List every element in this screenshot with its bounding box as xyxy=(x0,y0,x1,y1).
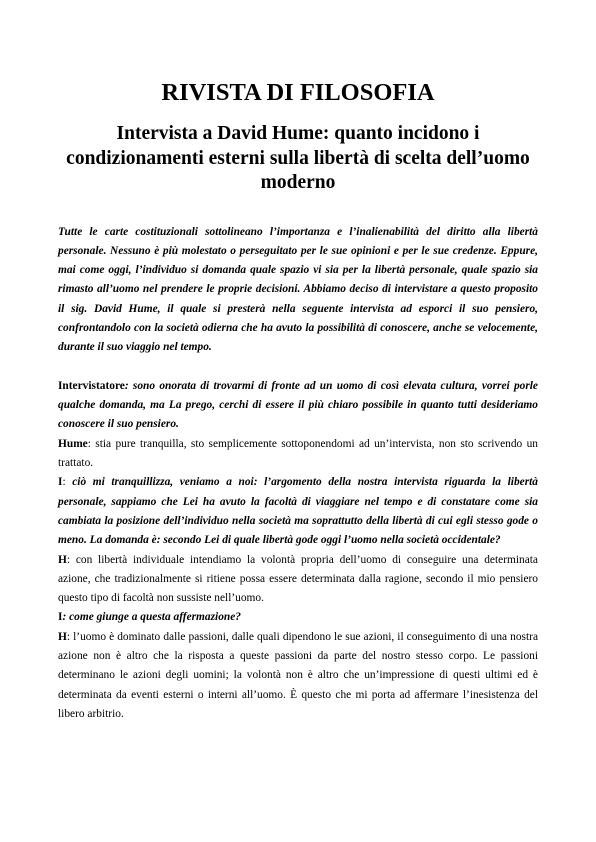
speaker-separator: : xyxy=(66,630,71,643)
intro-paragraph: Tutte le carte costituzionali sottolineano l’importanza e l’inalienabilità del diritto alla libertà personale. Nessuno è più molestato o perseguitato per le sue opinioni e per le sue credenze. Eppure, mai come oggi, l’individuo si domanda quale spazio vi sia per la libertà personale, quale spazio sia rimasto all’uomo nel prendere le proprie decisioni. Abbiamo deciso di intervistare a questo proposito il sig. David Hume, il quale si presterà nella seguente intervista ad esporci il suo pensiero, confrontandolo con la società odierna che ha avuto la possibilità di conoscere, anche se velocemente, durante il suo viaggio nel tempo. xyxy=(58,225,538,354)
dialogue-turn-hume xyxy=(58,628,538,724)
speaker-label: I xyxy=(58,476,63,489)
article-title: Intervista a David Hume: quanto incidono i condizionamenti esterni sulla libertà di scelta dell’uomo moderno xyxy=(66,123,530,193)
dialogue-turn-interviewer xyxy=(58,473,538,550)
speaker-label: H xyxy=(58,553,67,566)
speaker-label: Hume xyxy=(58,437,88,450)
speaker-label: Intervistatore xyxy=(58,379,125,392)
answer-text: l’uomo è dominato dalle passioni, dalle quali dipendono le sue azioni, il conseguimento di una nostra azione non è altro che la risposta a queste passioni da parte del nostro stesso corpo. Le passioni determinano le azioni degli uomini; la volontà non è altro che un’impressione di questi ultimi ed è determinata da eventi esterni o interni all’uomo. È questo che mi porta ad affermare l’inesistenza del libero arbitrio. xyxy=(58,630,538,720)
speaker-separator: : xyxy=(124,379,129,392)
speaker-label: I xyxy=(58,611,63,624)
speaker-separator: : xyxy=(87,437,91,450)
speaker-separator: : xyxy=(66,553,71,566)
speaker-separator: : xyxy=(62,611,67,624)
dialogue-turn-interviewer xyxy=(58,608,538,627)
answer-text: stia pure tranquilla, sto semplicemente sottoponendomi ad un’intervista, non sto scrivendo un trattato. xyxy=(58,437,538,470)
dialogue-turn-interviewer xyxy=(58,377,538,435)
answer-text: con libertà individuale intendiamo la volontà propria dell’uomo di conseguire una determinata azione, che tradizionalmente si ritiene possa essere determinata dalla ragione, secondo il mio pensiero questo tipo di facoltà non sussiste nell’uomo. xyxy=(58,553,538,605)
speaker-label: H xyxy=(58,630,67,643)
dialogue-turn-hume xyxy=(58,435,538,474)
interview-dialogue xyxy=(58,377,538,724)
journal-title: RIVISTA DI FILOSOFIA xyxy=(161,79,435,106)
question-text: ciò mi tranquillizza, veniamo a noi: l’argomento della nostra intervista riguarda la libertà personale, sappiamo che Lei ha avuto la facoltà di viaggiare nel tempo e di constatare come sia cambiata la posizione dell’individuo nella società ma soprattutto della libertà di cui egli stesso gode o meno. La domanda è: secondo Lei di quale libertà gode oggi l’uomo nella società occidentale? xyxy=(58,476,538,547)
dialogue-turn-hume xyxy=(58,551,538,609)
question-text: sono onorata di trovarmi di fronte ad un uomo di così elevata cultura, vorrei porle qualche domanda, ma La prego, cerchi di essere il più chiaro possibile in quanto tutti desideriamo conoscere il suo pensiero. xyxy=(58,379,538,431)
speaker-separator: : xyxy=(62,476,66,489)
question-text: come giunge a questa affermazione? xyxy=(66,611,241,624)
